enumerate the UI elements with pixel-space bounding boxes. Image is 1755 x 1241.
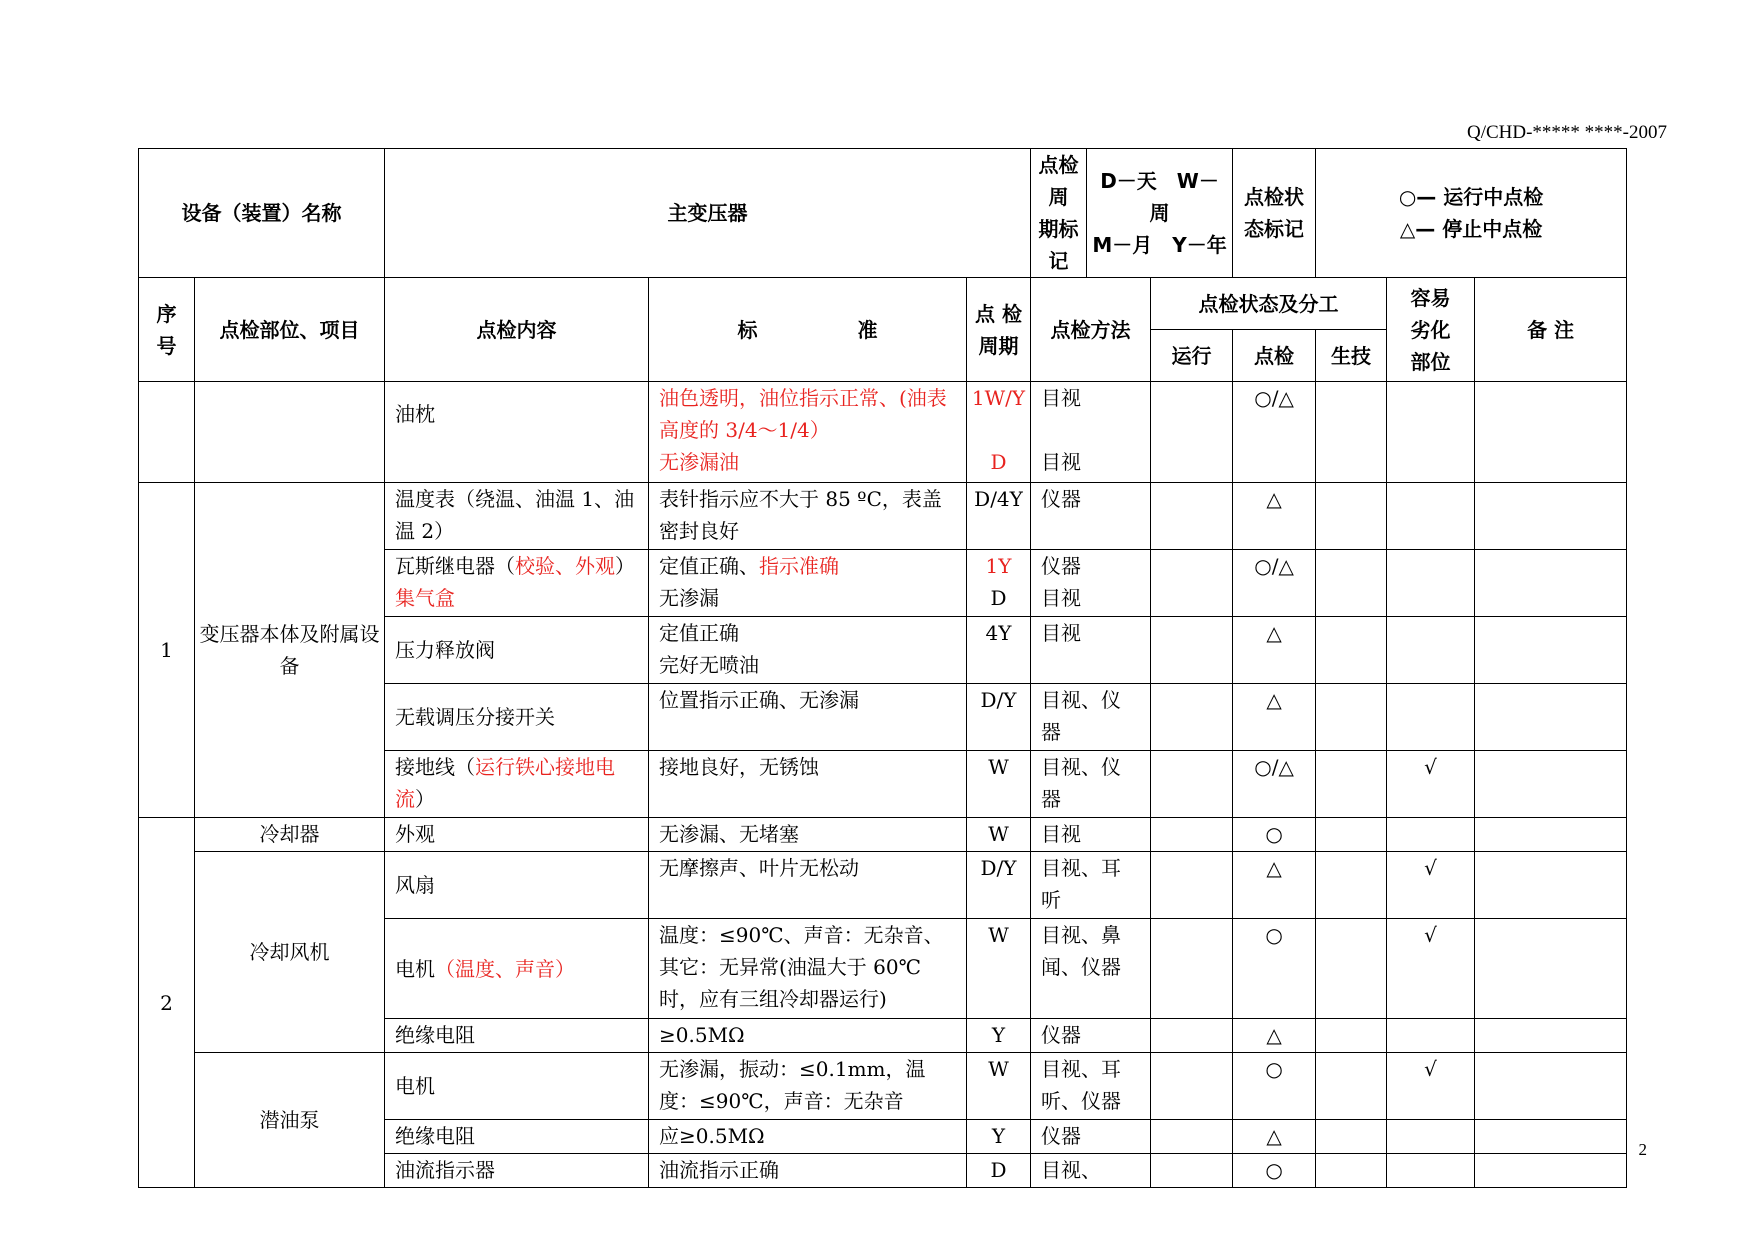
col-content: 点检内容: [385, 278, 649, 382]
remark-cell: [1475, 818, 1627, 852]
run-cell: [1151, 818, 1233, 852]
inspect-cell: △: [1233, 1019, 1316, 1053]
standard-cell: ≥0.5MΩ: [649, 1019, 967, 1053]
content-cell: 油流指示器: [385, 1154, 649, 1188]
standard-cell: 温度：≤90℃、声音：无杂音、其它：无异常(油温大于 60℃时，应有三组冷却器运行): [649, 919, 967, 1019]
state-mark-label: [1233, 149, 1316, 278]
remark-cell: [1475, 684, 1627, 751]
run-cell: [1151, 483, 1233, 550]
cycle-mark-label: [1031, 149, 1087, 278]
table-row: [139, 382, 1627, 483]
col-seq: [139, 278, 195, 382]
state-legend: [1316, 149, 1627, 278]
cycle-cell: W: [967, 751, 1031, 818]
method-cell: 目视: [1031, 617, 1151, 684]
method-cell: 目视、鼻闻、仪器: [1031, 919, 1151, 1019]
standard-cell: 位置指示正确、无渗漏: [649, 684, 967, 751]
degrade-cell: √: [1387, 1053, 1475, 1120]
method-text: 目视: [1041, 586, 1082, 610]
col-standard: 标 准: [649, 278, 967, 382]
prodtech-cell: [1316, 818, 1387, 852]
cycle-mark-label-line: 期标记: [1038, 217, 1079, 273]
degrade-cell: [1387, 1154, 1475, 1188]
cycle-cell: D/4Y: [967, 483, 1031, 550]
inspect-cell: △: [1233, 852, 1316, 919]
degrade-cell: √: [1387, 919, 1475, 1019]
method-cell: 目视: [1031, 818, 1151, 852]
prodtech-cell: [1316, 751, 1387, 818]
cycle-cell: W: [967, 1053, 1031, 1120]
degrade-cell: [1387, 818, 1475, 852]
prodtech-cell: [1316, 1053, 1387, 1120]
remark-cell: [1475, 919, 1627, 1019]
standard-text: 定值正确: [659, 621, 739, 645]
prodtech-cell: [1316, 617, 1387, 684]
cycle-cell: [967, 382, 1031, 483]
degrade-cell: [1387, 1120, 1475, 1154]
inspect-cell: ○: [1233, 1154, 1316, 1188]
prodtech-cell: [1316, 550, 1387, 617]
inspect-cell: △: [1233, 617, 1316, 684]
method-cell: 仪器: [1031, 1019, 1151, 1053]
standard-highlight: 指示准确: [759, 554, 839, 578]
part-cell: 冷却器: [195, 818, 385, 852]
equipment-name: 主变压器: [385, 149, 1031, 278]
standard-cell: 应≥0.5MΩ: [649, 1120, 967, 1154]
cycle-text: 1Y: [985, 554, 1012, 578]
method-cell: 目视、耳听: [1031, 852, 1151, 919]
method-cell: [1031, 550, 1151, 617]
header-row: [139, 149, 1627, 278]
content-highlight: （温度、声音）: [435, 956, 575, 981]
method-cell: 仪器: [1031, 483, 1151, 550]
method-text: 目视: [1041, 386, 1082, 410]
standard-text: 完好无喷油: [659, 653, 759, 677]
content-cell: [385, 550, 649, 617]
content-cell: 绝缘电阻: [385, 1019, 649, 1053]
standard-text: 无渗漏: [659, 586, 719, 610]
cycle-cell: 4Y: [967, 617, 1031, 684]
run-cell: [1151, 617, 1233, 684]
inspect-cell: ○: [1233, 1053, 1316, 1120]
remark-cell: [1475, 382, 1627, 483]
degrade-cell: [1387, 1019, 1475, 1053]
cycle-cell: Y: [967, 1019, 1031, 1053]
run-cell: [1151, 1154, 1233, 1188]
inspection-table: [138, 148, 1627, 1188]
col-degrade-line: 劣化: [1410, 317, 1451, 342]
col-degrade-line: 容易: [1410, 285, 1451, 310]
col-cycle-line: 点 检: [975, 301, 1022, 326]
part-cell: 变压器本体及附属设备: [195, 483, 385, 818]
inspect-cell: ○: [1233, 919, 1316, 1019]
standard-text: 油色透明，油位指示正常、(油表高度的 3/4～1/4）: [659, 386, 947, 442]
method-cell: 目视、耳听、仪器: [1031, 1053, 1151, 1120]
state-mark-label-line: 态标记: [1244, 217, 1305, 241]
method-cell: [1031, 382, 1151, 483]
content-cell: 电机: [385, 1053, 649, 1120]
inspect-cell: ○/△: [1233, 751, 1316, 818]
prodtech-cell: [1316, 1120, 1387, 1154]
prodtech-cell: [1316, 684, 1387, 751]
part-cell: 冷却风机: [195, 852, 385, 1053]
content-cell: 外观: [385, 818, 649, 852]
table-row: [139, 1053, 1627, 1120]
method-cell: 仪器: [1031, 1120, 1151, 1154]
remark-cell: [1475, 550, 1627, 617]
degrade-cell: [1387, 382, 1475, 483]
method-cell: 目视、仪器: [1031, 684, 1151, 751]
content-cell: 压力释放阀: [385, 617, 649, 684]
page-number: 2: [1638, 1140, 1647, 1159]
seq-cell: 2: [139, 818, 195, 1188]
col-seq-line: 序: [156, 301, 177, 326]
content-text: 集气盒: [395, 586, 455, 610]
run-cell: [1151, 852, 1233, 919]
remark-cell: [1475, 1154, 1627, 1188]
run-cell: [1151, 550, 1233, 617]
cycle-text: D: [990, 586, 1007, 610]
remark-cell: [1475, 751, 1627, 818]
standard-cell: [649, 617, 967, 684]
cycle-legend: [1087, 149, 1233, 278]
run-cell: [1151, 1120, 1233, 1154]
inspect-cell: △: [1233, 483, 1316, 550]
part-cell: 潜油泵: [195, 1053, 385, 1188]
inspect-cell: △: [1233, 1120, 1316, 1154]
content-text: 瓦斯继电器（校验、外观）: [395, 554, 635, 578]
document-code: Q/CHD-***** ****-2007: [1466, 122, 1667, 143]
equipment-name-label: 设备（装置）名称: [139, 149, 385, 278]
method-text: 仪器: [1041, 554, 1082, 578]
method-text: 目视: [1041, 450, 1082, 474]
state-mark-label-line: 点检状: [1244, 185, 1305, 209]
cycle-text: 1W/Y: [971, 386, 1026, 410]
run-cell: [1151, 1053, 1233, 1120]
content-cell: 温度表（绕温、油温 1、油温 2）: [385, 483, 649, 550]
state-legend-line: △— 停止中点检: [1399, 217, 1543, 241]
col-cycle: [967, 278, 1031, 382]
cycle-cell: [967, 550, 1031, 617]
content-cell: 电机（温度、声音）: [385, 919, 649, 1019]
remark-cell: [1475, 1019, 1627, 1053]
run-cell: [1151, 1019, 1233, 1053]
standard-cell: 油流指示正确: [649, 1154, 967, 1188]
standard-cell: 无渗漏，振动：≤0.1mm，温度：≤90℃，声音：无杂音: [649, 1053, 967, 1120]
col-inspect: 点检: [1233, 330, 1316, 382]
col-degrade-line: 部位: [1410, 349, 1451, 374]
col-method: 点检方法: [1031, 278, 1151, 382]
content-cell: 绝缘电阻: [385, 1120, 649, 1154]
prodtech-cell: [1316, 1019, 1387, 1053]
remark-cell: [1475, 617, 1627, 684]
table-row: [139, 483, 1627, 550]
cycle-cell: W: [967, 818, 1031, 852]
standard-cell: 无渗漏、无堵塞: [649, 818, 967, 852]
inspect-cell: ○: [1233, 818, 1316, 852]
table-row: [139, 852, 1627, 919]
cycle-legend-line: D－天 W－周: [1100, 169, 1219, 225]
cycle-text: D: [990, 450, 1007, 474]
prodtech-cell: [1316, 382, 1387, 483]
cycle-legend-line: M－月 Y－年: [1092, 233, 1227, 257]
degrade-cell: [1387, 550, 1475, 617]
cycle-cell: D/Y: [967, 684, 1031, 751]
inspect-cell: ○/△: [1233, 382, 1316, 483]
run-cell: [1151, 684, 1233, 751]
part-cell: [195, 382, 385, 483]
column-header-row: [139, 278, 1627, 330]
table-row: [139, 818, 1627, 852]
prodtech-cell: [1316, 852, 1387, 919]
col-part: 点检部位、项目: [195, 278, 385, 382]
cycle-cell: D/Y: [967, 852, 1031, 919]
standard-cell: 表针指示应不大于 85 ºC，表盖密封良好: [649, 483, 967, 550]
cycle-cell: W: [967, 919, 1031, 1019]
standard-cell: 无摩擦声、叶片无松动: [649, 852, 967, 919]
method-cell: 目视、仪器: [1031, 751, 1151, 818]
cycle-cell: Y: [967, 1120, 1031, 1154]
degrade-cell: √: [1387, 852, 1475, 919]
content-cell: 接地线（运行铁心接地电流）: [385, 751, 649, 818]
standard-cell: 接地良好，无锈蚀: [649, 751, 967, 818]
degrade-cell: [1387, 617, 1475, 684]
remark-cell: [1475, 1120, 1627, 1154]
standard-cell: [649, 382, 967, 483]
col-cycle-line: 周期: [978, 333, 1019, 358]
col-remark: 备 注: [1475, 278, 1627, 382]
prodtech-cell: [1316, 1154, 1387, 1188]
content-cell: 无载调压分接开关: [385, 684, 649, 751]
inspect-cell: ○/△: [1233, 550, 1316, 617]
seq-cell: 1: [139, 483, 195, 818]
standard-text: 定值正确、指示准确: [659, 554, 839, 578]
col-run: 运行: [1151, 330, 1233, 382]
col-degrade: [1387, 278, 1475, 382]
content-highlight: 校验、外观: [515, 554, 615, 578]
run-cell: [1151, 919, 1233, 1019]
run-cell: [1151, 751, 1233, 818]
prodtech-cell: [1316, 919, 1387, 1019]
method-cell: 目视、: [1031, 1154, 1151, 1188]
remark-cell: [1475, 483, 1627, 550]
content-highlight: 运行铁心接地电流: [395, 755, 615, 811]
degrade-cell: [1387, 684, 1475, 751]
cycle-cell: D: [967, 1154, 1031, 1188]
cycle-mark-label-line: 点检周: [1038, 153, 1079, 209]
standard-cell: [649, 550, 967, 617]
standard-text: 无渗漏油: [659, 450, 739, 474]
degrade-cell: [1387, 483, 1475, 550]
inspect-cell: △: [1233, 684, 1316, 751]
prodtech-cell: [1316, 483, 1387, 550]
col-state-group: 点检状态及分工: [1151, 278, 1387, 330]
remark-cell: [1475, 852, 1627, 919]
state-legend-line: ○— 运行中点检: [1398, 185, 1544, 209]
content-cell: 油枕: [385, 382, 649, 483]
run-cell: [1151, 382, 1233, 483]
col-seq-line: 号: [156, 333, 177, 358]
seq-cell: [139, 382, 195, 483]
content-cell: 风扇: [385, 852, 649, 919]
degrade-cell: √: [1387, 751, 1475, 818]
col-prodtech: 生技: [1316, 330, 1387, 382]
remark-cell: [1475, 1053, 1627, 1120]
